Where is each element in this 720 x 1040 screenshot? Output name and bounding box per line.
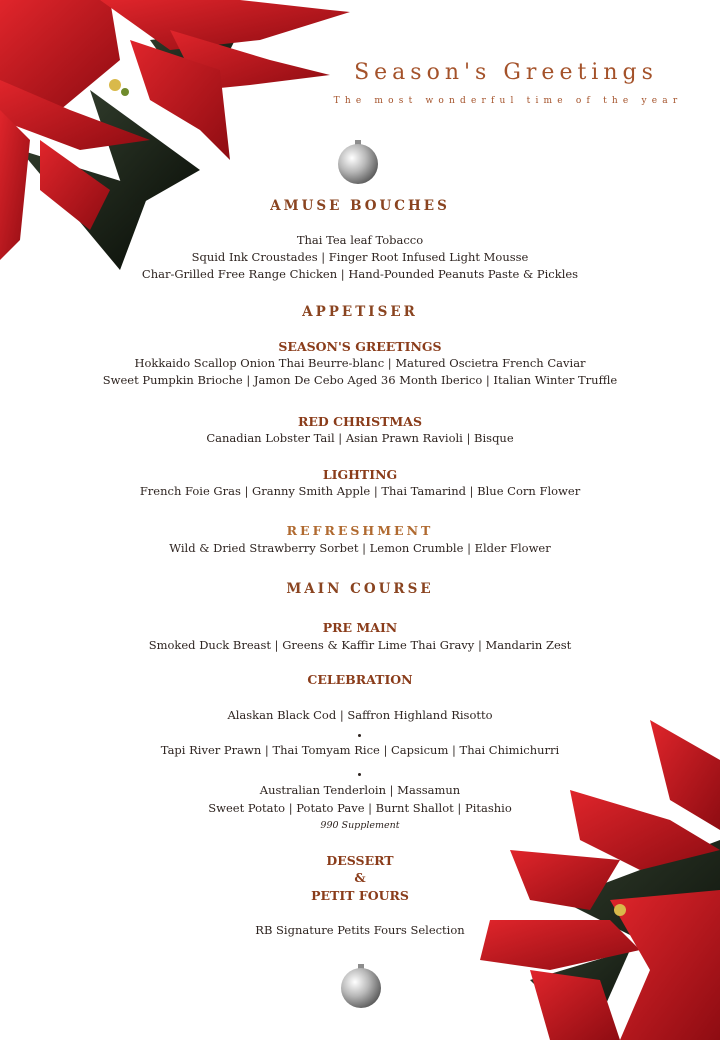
silver-ornament-icon xyxy=(337,962,385,1010)
course-title-lighting: LIGHTING xyxy=(322,467,398,482)
separator-dot xyxy=(358,773,361,776)
menu-item: Canadian Lobster Tail | Asian Prawn Ravioli | Bisque xyxy=(206,431,514,445)
section-heading-amuse-bouches: AMUSE BOUCHES xyxy=(270,198,450,214)
page-tagline: The most wonderful time of the year xyxy=(333,96,683,106)
menu-item: Australian Tenderloin | Massamun xyxy=(259,783,461,797)
menu-item: Smoked Duck Breast | Greens & Kaffir Lime Thai Gravy | Mandarin Zest xyxy=(148,638,572,652)
supplement-note: 990 Supplement xyxy=(320,820,400,831)
menu-item: Sweet Pumpkin Brioche | Jamon De Cebo Aged 36 Month Iberico | Italian Winter Truffle xyxy=(102,373,618,387)
course-title-pre-main: PRE MAIN xyxy=(322,620,398,635)
menu-item: Squid Ink Croustades | Finger Root Infused Light Mousse xyxy=(191,250,529,264)
silver-ornament-icon xyxy=(334,138,382,186)
menu-item: Hokkaido Scallop Onion Thai Beurre-blanc | Matured Oscietra French Caviar xyxy=(134,356,586,370)
section-heading-main-course: MAIN COURSE xyxy=(286,581,434,597)
course-title-dessert: DESSERT xyxy=(326,853,394,868)
menu-item: Alaskan Black Cod | Saffron Highland Risotto xyxy=(227,708,493,722)
menu-item: Tapi River Prawn | Thai Tomyam Rice | Capsicum | Thai Chimichurri xyxy=(160,743,560,757)
page-title: Season's Greetings xyxy=(354,60,658,85)
section-heading-appetiser: APPETISER xyxy=(302,304,418,320)
menu-item: Wild & Dried Strawberry Sorbet | Lemon Crumble | Elder Flower xyxy=(169,541,551,555)
menu-item: French Foie Gras | Granny Smith Apple | Thai Tamarind | Blue Corn Flower xyxy=(139,484,581,498)
course-title-seasons-greetings: SEASON'S GREETINGS xyxy=(278,339,442,354)
course-title-ampersand: & xyxy=(354,870,366,885)
separator-dot xyxy=(358,734,361,737)
menu-item: Char-Grilled Free Range Chicken | Hand-Pounded Peanuts Paste & Pickles xyxy=(141,267,579,281)
menu-item: Sweet Potato | Potato Pave | Burnt Shallot | Pitashio xyxy=(208,801,512,815)
course-title-refreshment: REFRESHMENT xyxy=(286,523,434,538)
course-title-petit-fours: PETIT FOURS xyxy=(311,888,409,903)
course-title-red-christmas: RED CHRISTMAS xyxy=(298,414,422,429)
course-title-celebration: CELEBRATION xyxy=(307,672,413,687)
menu-item: RB Signature Petits Fours Selection xyxy=(255,923,465,937)
menu-item: Thai Tea leaf Tobacco xyxy=(296,233,424,247)
